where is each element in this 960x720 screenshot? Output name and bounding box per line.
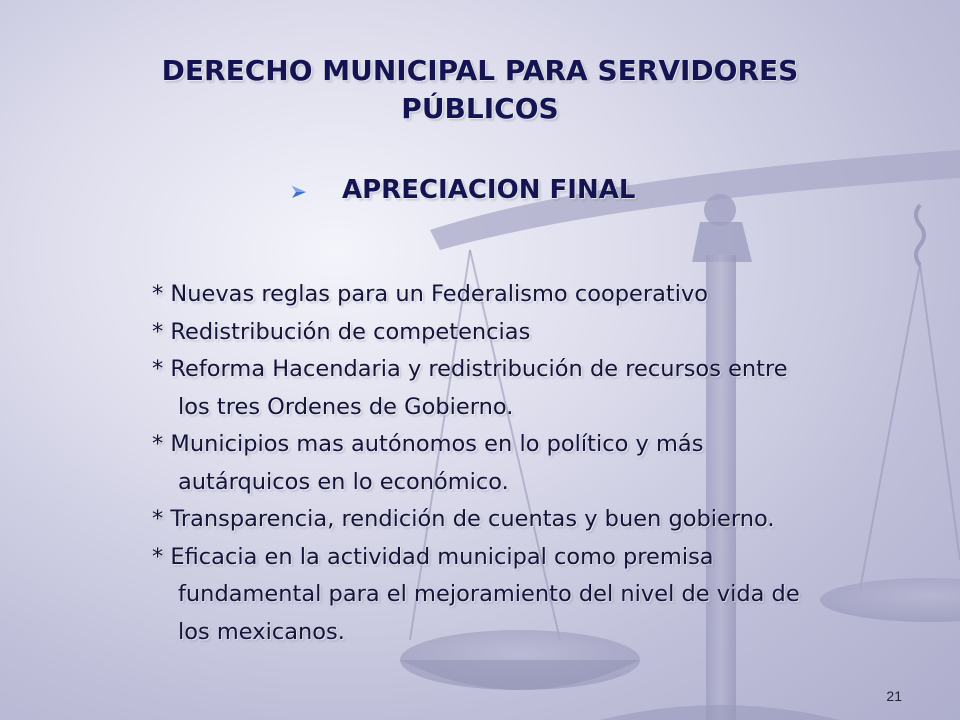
list-item-line: * Municipios mas autónomos en lo político y más <box>152 431 704 457</box>
subtitle-row <box>290 172 635 208</box>
list-item <box>152 501 852 539</box>
title-line-2: PÚBLICOS <box>401 92 559 125</box>
list-item-line: * Reforma Hacendaria y redistribución de recursos entre <box>152 356 788 382</box>
list-item-continuation: autárquicos en lo económico. <box>178 468 509 495</box>
arrow-bullet-icon <box>290 183 308 201</box>
list-item <box>152 426 852 501</box>
list-item-line: * Transparencia, rendición de cuentas y buen gobierno. <box>152 506 775 532</box>
slide-title <box>100 52 860 128</box>
title-line-1: DERECHO MUNICIPAL PARA SERVIDORES <box>161 54 799 87</box>
list-item <box>152 351 852 426</box>
list-item-continuation: los mexicanos. <box>178 618 345 645</box>
list-item <box>152 276 852 314</box>
list-item-line: * Nuevas reglas para un Federalismo cooperativo <box>152 281 709 307</box>
list-item-continuation: los tres Ordenes de Gobierno. <box>178 393 514 420</box>
list-item-line: * Redistribución de competencias <box>152 318 531 345</box>
list-item <box>152 539 852 652</box>
list-item <box>152 314 852 352</box>
bullet-list <box>152 276 852 651</box>
list-item-line: * Eficacia en la actividad municipal como premisa <box>152 543 714 570</box>
page-number: 21 <box>886 688 902 704</box>
list-item-continuation: fundamental para el mejoramiento del nivel de vida de <box>178 581 800 607</box>
section-subtitle: APRECIACION FINAL <box>342 175 636 205</box>
